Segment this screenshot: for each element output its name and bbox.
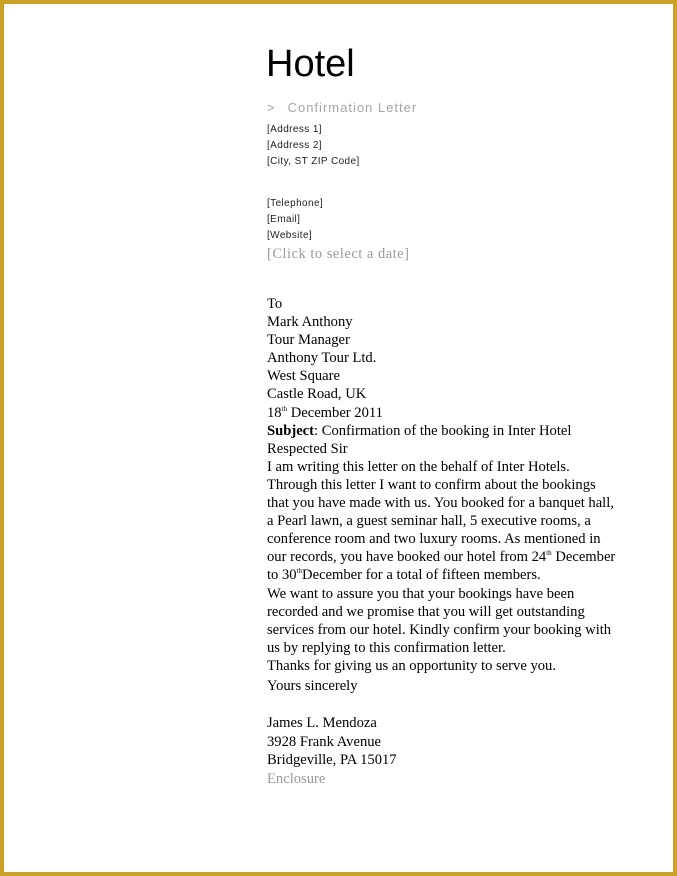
body-line [267,548,657,566]
enclosure-note: Enclosure [267,771,326,788]
recipient-to: To [267,296,283,312]
recipient-city: Castle Road, UK [267,386,367,403]
body-line: I am writing this letter on the behalf of Inter Hotels. [267,458,570,475]
sender-address [267,122,360,170]
address-line-2[interactable]: [Address 2] [267,140,322,151]
website-field[interactable]: [Website] [267,230,313,241]
recipient-company: Anthony Tour Ltd. [267,350,377,367]
body-line [267,566,657,584]
body-line: We want to assure you that your bookings have been [267,585,575,602]
recipient-title: Tour Manager [267,332,350,349]
city-state-zip[interactable]: [City, ST ZIP Code] [267,156,360,167]
subject-line [267,422,657,440]
ordinal-suffix: th [546,549,552,558]
letter-date-day: 18 [267,404,282,421]
body-line: that you have made with us. You booked for a banquet hall, [267,495,614,512]
salutation: Respected Sir [267,440,348,457]
date-picker-placeholder[interactable]: [Click to select a date] [267,246,410,262]
body-line: Through this letter I want to confirm about the bookings [267,476,596,493]
letter-body [267,295,657,789]
body-line-text: our records, you have booked our hotel from 24 [267,549,547,566]
body-line: recorded and we promise that you will get outstanding [267,603,585,620]
signature-street: 3928 Frank Avenue [267,734,382,751]
closing: Yours sincerely [267,677,358,694]
signature-city: Bridgeville, PA 15017 [267,752,397,769]
letter-date [267,404,657,422]
telephone-field[interactable]: [Telephone] [267,198,324,209]
signature-name: James L. Mendoza [267,715,377,732]
ordinal-suffix: th [296,567,303,576]
subject-text: : Confirmation of the booking in Inter Hotel [314,422,572,439]
sender-contact [267,196,323,244]
spacer [267,695,657,713]
page-title: Hotel [266,43,355,85]
recipient-street: West Square [267,368,340,385]
email-field[interactable]: [Email] [267,214,301,225]
body-line-text: December [551,549,616,566]
letter-date-suffix: th [281,404,288,413]
body-line-text: to 30 [267,567,297,584]
body-line: Thanks for giving us an opportunity to serve you. [267,657,556,674]
body-line: services from our hotel. Kindly confirm your booking with [267,621,612,638]
document-subtitle [267,100,417,116]
letter-date-rest: December 2011 [287,404,383,421]
address-line-1[interactable]: [Address 1] [267,124,322,135]
subject-label: Subject [267,422,315,439]
body-line: a Pearl lawn, a guest seminar hall, 5 executive rooms, a [267,513,591,530]
subtitle-text: Confirmation Letter [287,100,418,115]
subtitle-arrow: > [267,100,276,115]
recipient-name: Mark Anthony [267,314,353,331]
body-line-text: December for a total of fifteen members. [302,567,541,584]
body-line: conference room and two luxury rooms. As mentioned in [267,531,601,548]
body-line: us by replying to this confirmation letter. [267,639,506,656]
